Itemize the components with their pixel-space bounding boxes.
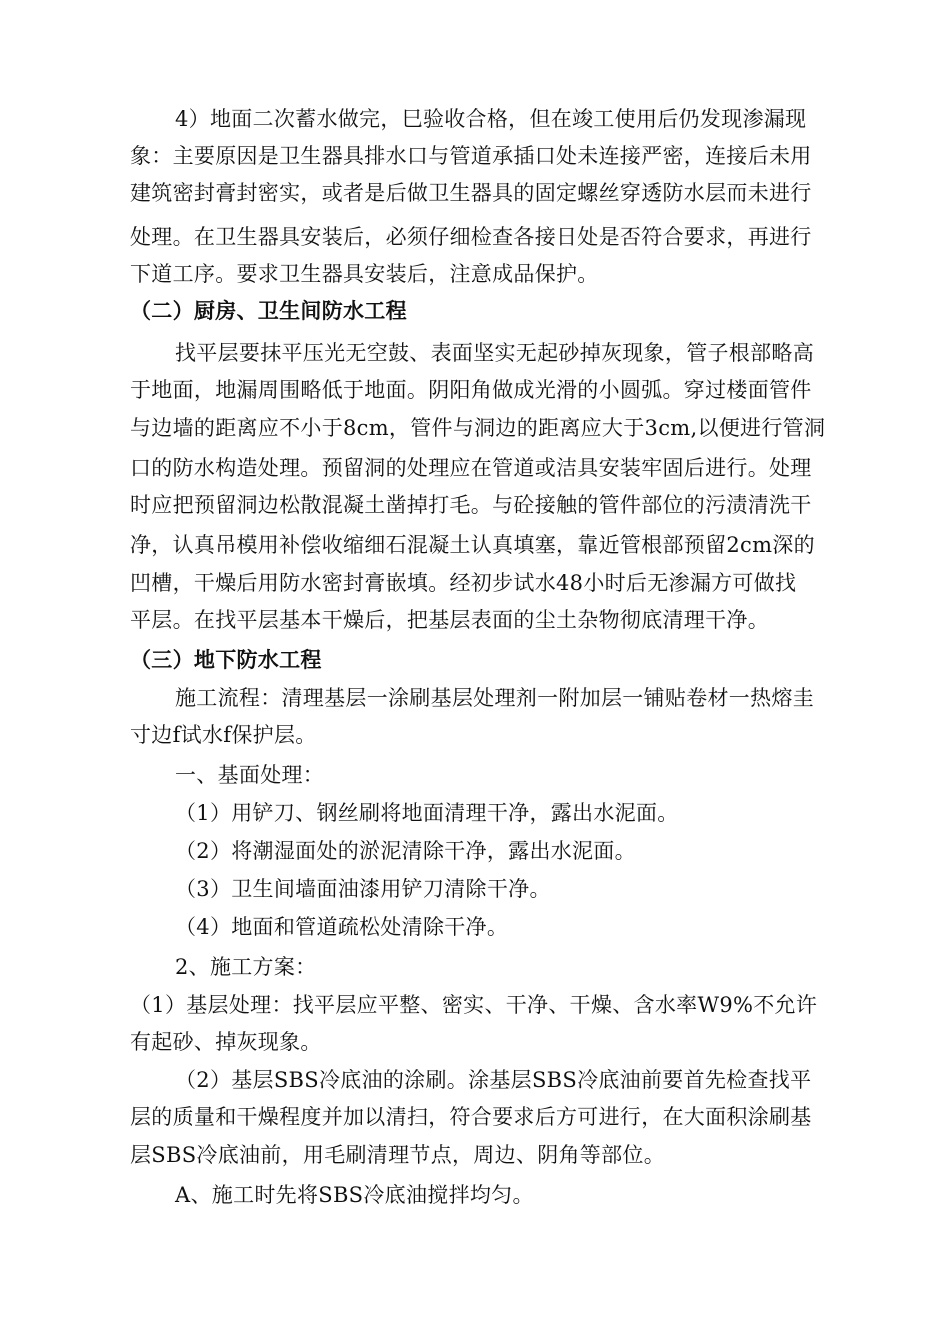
subheading-construction-plan: 2、施工方案： — [175, 955, 317, 979]
text-line: 寸边f试水f保护层。 — [130, 723, 317, 747]
list-item: （2）将潮湿面处的淤泥清除干净，露出水泥面。 — [175, 839, 636, 863]
text-line: 4）地面二次蓄水做完，巳验收合格，但在竣工使用后仍发现渗漏现 — [175, 107, 807, 131]
list-item: （3）卫生间墙面油漆用铲刀清除干净。 — [175, 877, 551, 901]
section-heading-underground: （三）地下防水工程 — [130, 647, 322, 672]
text-line: 与边墙的距离应不小于8cm，管件与洞边的距离应大于3cm,以便进行管洞 — [130, 416, 826, 440]
text-line: 凹槽，干燥后用防水密封膏嵌填。经初步试水48小时后无渗漏方可做找 — [130, 571, 797, 595]
list-item: （4）地面和管道疏松处清除干净。 — [175, 915, 509, 939]
text-line: （2）基层SBS冷底油的涂刷。涂基层SBS冷底油前要首先检查找平 — [175, 1068, 812, 1092]
text-line: 找平层要抹平压光无空鼓、表面坚实无起砂掉灰现象，管子根部略高 — [175, 341, 814, 365]
list-item: （1）用铲刀、钢丝刷将地面清理干净，露出水泥面。 — [175, 801, 679, 825]
text-line: 平层。在找平层基本干燥后，把基层表面的尘土杂物彻底清理干净。 — [130, 608, 769, 632]
text-line: 有起砂、掉灰现象。 — [130, 1030, 322, 1054]
text-line: 建筑密封膏封密实，或者是后做卫生器具的固定螺丝穿透防水层而未进行 — [130, 181, 812, 205]
text-line: 象：主要原因是卫生器具排水口与管道承插口处未连接严密，连接后未用 — [130, 144, 812, 168]
text-line: 口的防水构造处理。预留洞的处理应在管道或洁具安装牢固后进行。处理 — [130, 456, 812, 480]
subheading-surface-treatment: 一、基面处理： — [175, 763, 325, 787]
text-line: 净，认真吊模用补偿收缩细石混凝土认真填塞，靠近管根部预留2cm深的 — [130, 533, 815, 557]
section-heading-kitchen-bathroom: （二）厨房、卫生间防水工程 — [130, 298, 407, 323]
text-line: 施工流程：清理基层一涂刷基层处理剂一附加层一铺贴卷材一热熔圭 — [175, 686, 814, 710]
text-line: 下道工序。要求卫生器具安装后，注意成品保护。 — [130, 262, 599, 286]
text-line: （1）基层处理：找平层应平整、密实、干净、干燥、含水率W9%不允许 — [130, 993, 818, 1017]
text-line: 时应把预留洞边松散混凝土凿掉打毛。与砼接触的管件部位的污渍清洗干 — [130, 493, 812, 517]
text-line: 层的质量和干燥程度并加以清扫，符合要求后方可进行，在大面积涂刷基 — [130, 1105, 812, 1129]
text-line: A、施工时先将SBS冷底油搅拌均匀。 — [175, 1183, 534, 1207]
text-line: 层SBS冷底油前，用毛刷清理节点，周边、阴角等部位。 — [130, 1143, 666, 1167]
text-line: 于地面，地漏周围略低于地面。阴阳角做成光滑的小圆弧。穿过楼面管件 — [130, 378, 812, 402]
text-line: 处理。在卫生器具安装后，必须仔细检查各接日处是否符合要求，再进行 — [130, 225, 812, 249]
